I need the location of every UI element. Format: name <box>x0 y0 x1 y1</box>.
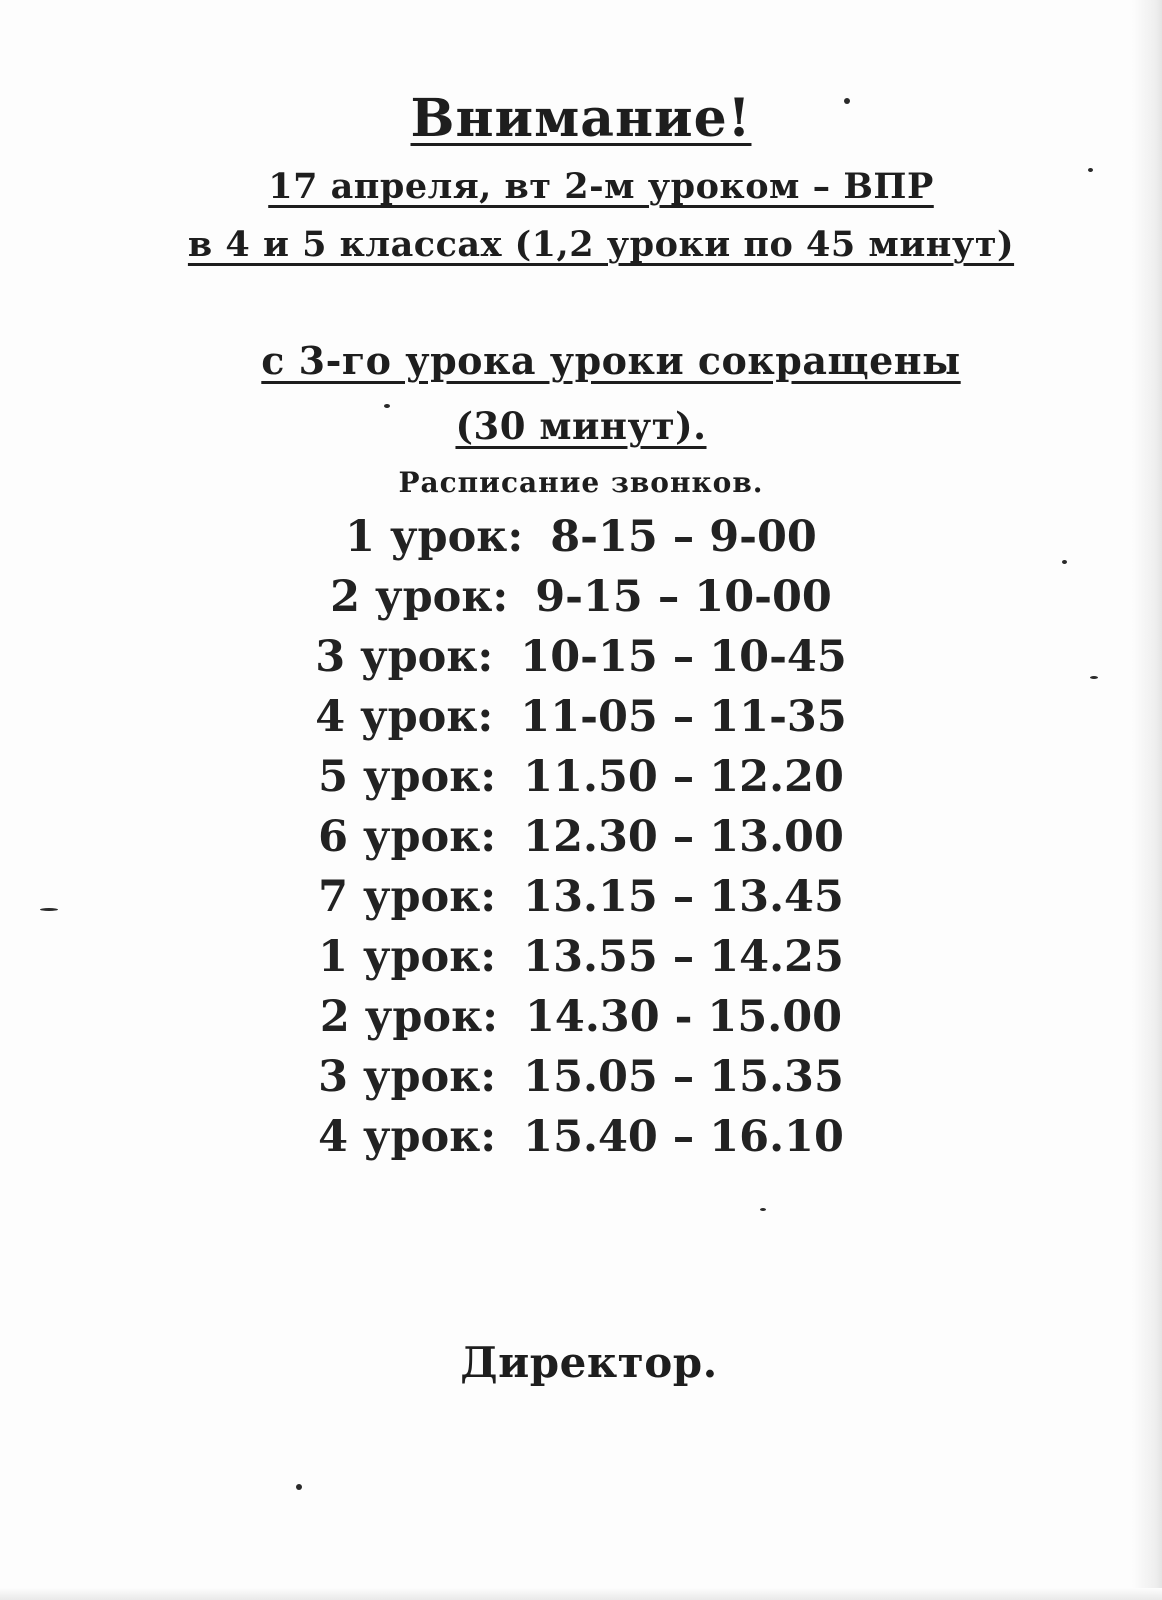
lesson-time: 15.05 – 15.35 <box>523 1052 844 1102</box>
exam-classes-line: в 4 и 5 классах (1,2 уроки по 45 минут) <box>187 224 1015 265</box>
scan-speck <box>760 1208 766 1211</box>
schedule-row <box>0 1112 1162 1162</box>
lesson-time: 11-05 – 11-35 <box>520 692 847 742</box>
lesson-label: 2 урок: <box>330 572 509 622</box>
lesson-label: 4 урок: <box>318 1112 497 1162</box>
lesson-time: 13.15 – 13.45 <box>523 872 844 922</box>
schedule-row <box>0 572 1162 622</box>
lesson-time: 13.55 – 14.25 <box>523 932 844 982</box>
schedule-row <box>0 872 1162 922</box>
page-bottom-shadow <box>0 1588 1162 1600</box>
lesson-label: 7 урок: <box>318 872 497 922</box>
schedule-row <box>0 752 1162 802</box>
lesson-time: 12.30 – 13.00 <box>523 812 844 862</box>
lesson-label: 3 урок: <box>318 1052 497 1102</box>
lesson-label: 6 урок: <box>318 812 497 862</box>
lesson-time: 9-15 – 10-00 <box>535 572 832 622</box>
lesson-label: 4 урок: <box>315 692 494 742</box>
signature: Директор. <box>460 1338 718 1387</box>
schedule-row <box>0 812 1162 862</box>
lesson-time: 8-15 – 9-00 <box>550 512 817 562</box>
schedule-row <box>0 632 1162 682</box>
bell-schedule-heading: Расписание звонков. <box>398 466 764 499</box>
shortened-lessons-line: с 3-го урока уроки сокращены <box>261 338 961 383</box>
lesson-label: 2 урок: <box>319 992 498 1042</box>
lesson-duration-line: (30 минут). <box>455 404 707 448</box>
notice-title: Внимание! <box>410 88 752 149</box>
lesson-time: 11.50 – 12.20 <box>523 752 844 802</box>
exam-date-line: 17 апреля, вт 2-м уроком – ВПР <box>268 166 934 207</box>
lesson-label: 3 урок: <box>315 632 494 682</box>
lesson-time: 14.30 - 15.00 <box>524 992 843 1042</box>
lesson-time: 15.40 – 16.10 <box>523 1112 844 1162</box>
scan-speck <box>296 1484 302 1490</box>
schedule-row <box>0 1052 1162 1102</box>
lesson-label: 5 урок: <box>318 752 497 802</box>
schedule-row <box>0 992 1162 1042</box>
schedule-row <box>0 932 1162 982</box>
lesson-time: 10-15 – 10-45 <box>520 632 847 682</box>
lesson-label: 1 урок: <box>318 932 497 982</box>
schedule-row <box>0 692 1162 742</box>
schedule-row <box>0 512 1162 562</box>
lesson-label: 1 урок: <box>345 512 524 562</box>
